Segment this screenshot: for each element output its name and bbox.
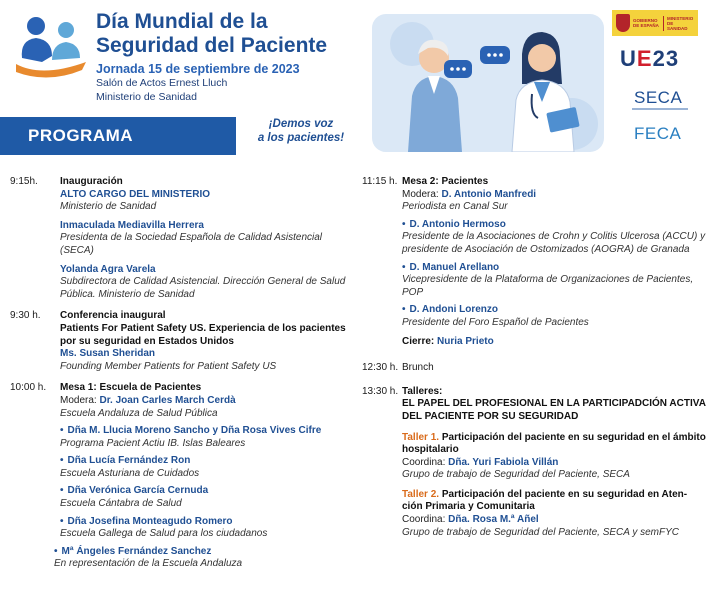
- speaker-role: Presidenta de la Sociedad Española de Calidad Asistencial (SECA): [60, 232, 323, 256]
- speaker-role: En representación de la Escuela Andaluza: [54, 558, 243, 570]
- session-time: 10:00 h.: [10, 382, 47, 394]
- ue-letter-e: E: [636, 46, 653, 71]
- speaker-role: Pública. Ministerio de Sanidad: [60, 288, 195, 300]
- moderator-label: Modera:: [60, 394, 100, 406]
- seca-logo: SECA: [634, 88, 683, 107]
- session-conferencia: [10, 310, 355, 373]
- speaker-role: Escuela Asturiana de Cuidados: [60, 467, 200, 479]
- speaker-role: Vicepresidente de la Plataforma de Organizaciones de Pacientes,: [402, 274, 694, 286]
- programa-banner: [0, 117, 236, 155]
- session-title: Mesa 2: Pacientes: [402, 176, 489, 187]
- speaker-role: presidente de Asociación de Ostomizados (AOGRA) de Granada: [402, 243, 690, 255]
- coordinator-group: Grupo de trabajo de Seguridad del Paciente, SECA y semFYC: [402, 526, 680, 538]
- taller-1-label: Taller 1.: [402, 431, 440, 443]
- speaker-name: • Dña Josefina Monteagudo Romero: [60, 516, 355, 529]
- session-mesa-2: [362, 176, 714, 348]
- session-time: 11:15 h.: [362, 176, 398, 187]
- venue-room: Salón de Actos Ernest Lluch: [96, 77, 228, 89]
- closing-label: Cierre:: [402, 335, 438, 347]
- speaker-name: • Dña Verónica García Cernuda: [60, 485, 355, 498]
- coordinator-name: Dña. Yuri Fabiola Villán: [448, 456, 559, 468]
- session-time: 9:30 h.: [10, 310, 41, 322]
- ministry-name: MINISTERIO DE SANIDAD: [663, 16, 693, 31]
- closing-name: Nuria Prieto: [437, 335, 494, 347]
- session-time: 12:30 h.: [362, 362, 399, 374]
- event-title-line1: Día Mundial de la: [96, 10, 268, 33]
- programa-label: PROGRAMA: [28, 126, 134, 145]
- talk-title: Patients For Patient Safety US. Experiencia de los pacientes: [60, 322, 346, 334]
- event-title-line2: Seguridad del Paciente: [96, 34, 328, 57]
- moderator-role: Escuela Andaluza de Salud Pública: [60, 407, 218, 419]
- moderator-label: Modera:: [402, 188, 442, 200]
- session-title: Talleres:: [402, 385, 443, 397]
- session-mesa-1: [10, 382, 355, 571]
- session-time: 9:15h.: [10, 176, 38, 187]
- speaker-name: • D. Andoni Lorenzo: [402, 304, 714, 317]
- ue-number: 23: [652, 46, 680, 71]
- gov-name: GOBIERNO DE ESPAÑA: [633, 18, 659, 28]
- moderator-name: D. Antonio Manfredi: [441, 188, 537, 200]
- speaker-name: • D. Manuel Arellano: [402, 262, 714, 275]
- program-right-column: [362, 176, 714, 539]
- speaker-name: • Mª Ángeles Fernández Sanchez: [54, 546, 355, 559]
- taller-2-title: ción Primaria y Comunitaria: [402, 501, 535, 513]
- speaker-role: Founding Member Patients for Patient Safety US: [60, 360, 277, 372]
- slogan-line2: a los pacientes!: [257, 132, 345, 144]
- taller-2-title: Participación del paciente en su seguridad en Aten-: [439, 488, 688, 500]
- talk-title: por su seguridad en Estados Unidos: [60, 335, 234, 347]
- event-header: [0, 0, 720, 160]
- session-time: 13:30 h.: [362, 385, 399, 397]
- session-title: Conferencia inaugural: [60, 310, 166, 322]
- speaker-name: Ms. Susan Sheridan: [60, 348, 156, 360]
- speaker-name: • D. Antonio Hermoso: [402, 219, 714, 232]
- title-block: [96, 10, 366, 104]
- slogan-line1: ¡Demos voz: [268, 118, 334, 130]
- seca-logo-underline: [632, 108, 688, 110]
- coordinator-name: Dña. Rosa M.ª Añel: [448, 514, 539, 526]
- speaker-name: Yolanda Agra Varela: [60, 263, 156, 275]
- coordinator-label: Coordina:: [402, 514, 449, 526]
- session-brunch: [362, 362, 714, 375]
- speaker-role: Presidente del Foro Español de Pacientes: [402, 316, 589, 328]
- taller-1-title: Participación del paciente en su seguridad en el ámbito: [439, 431, 706, 443]
- speaker-role: Ministerio de Sanidad: [60, 201, 157, 213]
- event-date: Jornada 15 de septiembre de 2023: [96, 62, 300, 76]
- speaker-name: • Dña Lucía Fernández Ron: [60, 455, 355, 468]
- venue-ministry: Ministerio de Sanidad: [96, 91, 197, 103]
- spain-shield-icon: [616, 14, 630, 32]
- patient-safety-people-logo: [12, 12, 90, 80]
- speaker-role: POP: [402, 286, 424, 298]
- session-talleres: [362, 386, 714, 540]
- speaker-role: Subdirectora de Calidad Asistencial. Dirección General de Salud: [60, 276, 346, 288]
- speaker-name: • Dña M. Llucia Moreno Sancho y Dña Rosa Vives Cifre: [60, 425, 355, 438]
- speaker-role: Programa Pacient Actiu IB. Islas Baleares: [60, 437, 246, 449]
- talleres-heading: DEL PACIENTE POR SU SEGURIDAD: [402, 410, 579, 422]
- doctor-patient-illustration: [372, 14, 604, 152]
- speaker-role: Escuela Cántabra de Salud: [60, 498, 182, 510]
- taller-1-title: hospitalario: [402, 444, 459, 456]
- ministry-logo: [612, 10, 698, 36]
- moderator-name: Dr. Joan Carles March Cerdà: [99, 394, 236, 406]
- talleres-heading: EL PAPEL DEL PROFESIONAL EN LA PARTICIPADCIÓN ACTIVA: [402, 398, 706, 410]
- session-title: Inauguración: [60, 176, 123, 187]
- moderator-role: Periodista en Canal Sur: [402, 201, 508, 213]
- eu-presidency-logo: [620, 46, 679, 72]
- coordinator-group: Grupo de trabajo de Seguridad del Paciente, SECA: [402, 469, 630, 481]
- slogan: [246, 117, 356, 145]
- ue-letter-u: U: [620, 46, 637, 71]
- speaker-role: Escuela Gallega de Salud para los ciudadanos: [60, 528, 268, 540]
- speaker-name: Inmaculada Mediavilla Herrera: [60, 219, 204, 231]
- speaker-role: Presidente de la Asociaciones de Crohn y Colitis Ulcerosa (ACCU) y: [402, 231, 706, 243]
- speaker-name: ALTO CARGO DEL MINISTERIO: [60, 188, 211, 200]
- institution-logos: [612, 10, 712, 150]
- program-left-column: [10, 176, 355, 571]
- taller-2-label: Taller 2.: [402, 488, 440, 500]
- coordinator-label: Coordina:: [402, 456, 449, 468]
- feca-logo: FECA: [634, 124, 682, 143]
- session-title: Brunch: [402, 362, 434, 374]
- session-title: Mesa 1: Escuela de Pacientes: [60, 382, 202, 394]
- session-inauguracion: [10, 176, 355, 301]
